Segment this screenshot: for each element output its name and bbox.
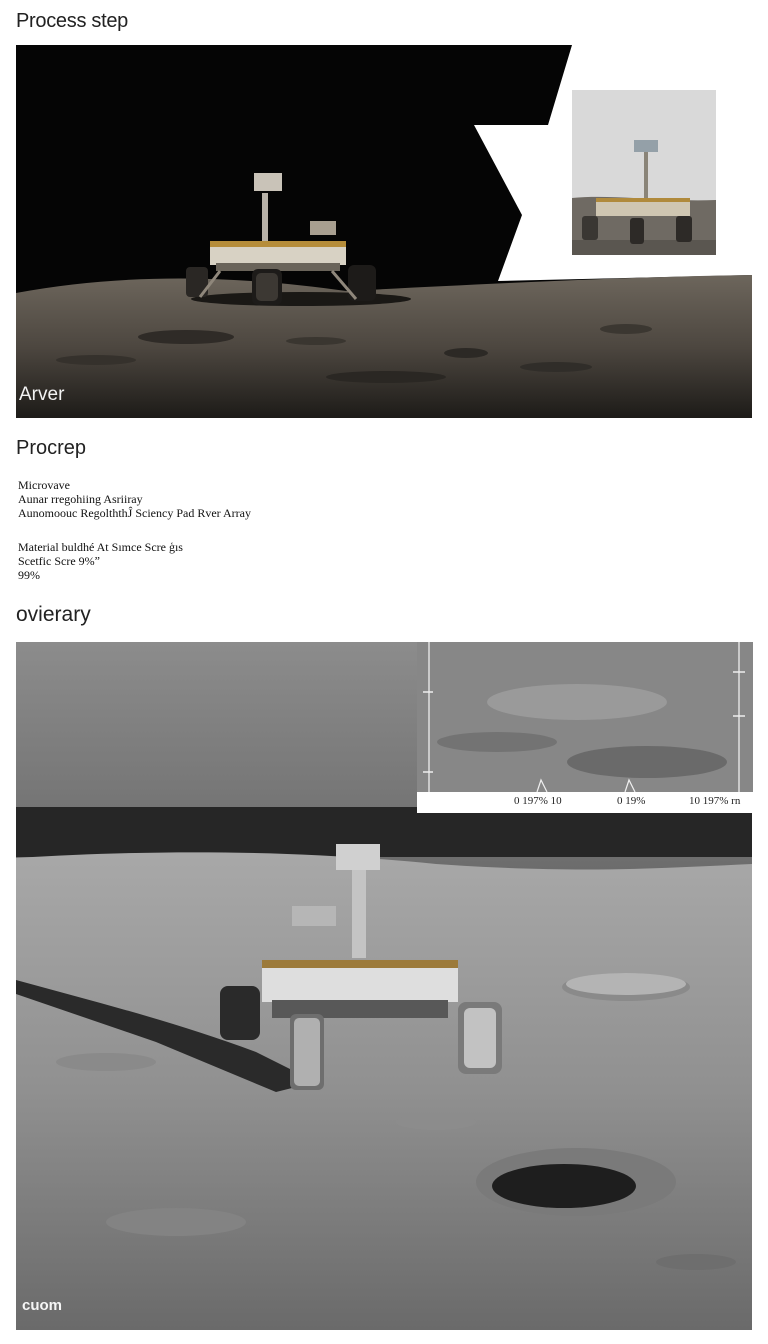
terrain-scan-inset [417, 642, 753, 813]
inset-axis-label: 10 197% rn [689, 795, 741, 807]
section-title-process-step: Process step [16, 10, 129, 32]
description-block-a [18, 478, 251, 520]
rover-image-caption: Arver [19, 384, 65, 405]
rover-thumbnail [572, 90, 716, 255]
description-line: Material buldhé At Sımce Scre ģıs [18, 540, 183, 554]
description-line: Scetfic Scre 9%ˮ [18, 554, 100, 568]
inset-axis-label: 0 197% 10 [514, 795, 562, 807]
description-line: 99% [18, 568, 40, 582]
section-title-overview: ovierary [16, 603, 91, 626]
description-line: Aunomoouc RegolththĴ Sciency Pad Rver Array [18, 506, 251, 520]
description-line: Aunar rregohiing Asriiray [18, 492, 143, 506]
grayscale-image-caption: cuom [22, 1297, 63, 1314]
inset-axis-label: 0 19% [617, 795, 646, 807]
description-block-b [18, 540, 183, 582]
section-title-procrep: Procrep [16, 437, 87, 459]
description-line: Microvave [18, 478, 70, 492]
